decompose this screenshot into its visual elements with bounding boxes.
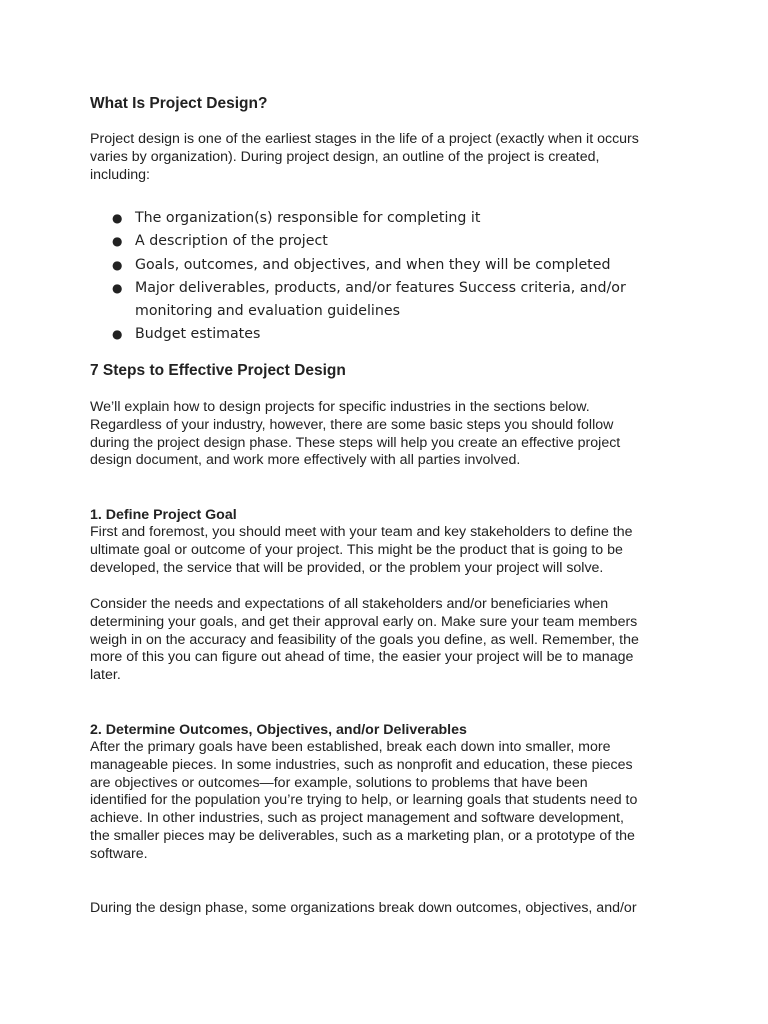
text-line: during the project design phase. These steps will help you create an effective project [90, 434, 621, 451]
step2-paragraph-2 [90, 900, 690, 918]
text-line: design document, and work more effectively with all parties involved. [90, 452, 521, 469]
bullet-icon: ● [112, 280, 123, 295]
text-line: identified for the population you’re trying to help, or learning goals that students need to [90, 792, 638, 809]
text-line: weigh in on the accuracy and feasibility of the goals you define, as well. Remember, the [90, 631, 639, 648]
text-line: Project design is one of the earliest stages in the life of a project (exactly when it occurs [90, 131, 639, 147]
step2-paragraph-1 [90, 739, 690, 864]
list-item-text: The organization(s) responsible for completing it [135, 210, 481, 226]
text-line: Consider the needs and expectations of all stakeholders and/or beneficiaries when [90, 596, 609, 612]
bullet-icon: ● [112, 327, 123, 342]
step-heading-define-project-goal: 1. Define Project Goal [90, 507, 237, 523]
list-item [90, 254, 690, 277]
steps-intro-paragraph [90, 399, 690, 470]
list-item [90, 207, 690, 230]
text-line: Regardless of your industry, however, there are some basic steps you should follow [90, 416, 614, 433]
text-line: ultimate goal or outcome of your project. This might be the product that is going to be [90, 541, 623, 558]
list-item-text: Budget estimates [135, 326, 261, 343]
list-item-text: Goals, outcomes, and objectives, and when they will be completed [135, 256, 611, 273]
step1-paragraph-1 [90, 524, 690, 577]
list-item-text: monitoring and evaluation guidelines [135, 303, 400, 320]
bullet-icon: ● [112, 211, 123, 225]
text-line: First and foremost, you should meet with your team and key stakeholders to define the [90, 524, 633, 540]
text-line: developed, the service that will be provided, or the problem your project will solve. [90, 559, 604, 576]
section-heading-what-is-project-design: What Is Project Design? [90, 95, 268, 112]
text-line: software. [90, 845, 148, 862]
text-line: including: [90, 166, 150, 183]
text-line: the smaller pieces may be deliverables, such as a marketing plan, or a prototype of the [90, 827, 635, 844]
bullet-icon: ● [112, 234, 123, 249]
text-line: determining your goals, and get their approval early on. Make sure your team members [90, 613, 638, 630]
step1-paragraph-2 [90, 596, 690, 685]
step-heading-determine-outcomes: 2. Determine Outcomes, Objectives, and/or Deliverables [90, 722, 467, 738]
intro-paragraph [90, 131, 690, 184]
bullet-icon: ● [112, 257, 123, 272]
text-line: are objectives or outcomes—for example, solutions to problems that have been [90, 774, 588, 791]
list-item [90, 323, 690, 346]
text-line: manageable pieces. In some industries, such as nonprofit and education, these pieces [90, 756, 633, 773]
text-line: After the primary goals have been established, break each down into smaller, more [90, 739, 611, 755]
list-item [90, 277, 690, 324]
list-item-text: A description of the project [135, 233, 328, 250]
text-line: achieve. In other industries, such as project management and software development, [90, 810, 624, 827]
bullet-list [90, 207, 690, 347]
list-item [90, 230, 690, 253]
list-item-text: Major deliverables, products, and/or features Success criteria, and/or [135, 279, 626, 296]
text-line: more of this you can figure out ahead of time, the easier your project will be to manage [90, 649, 634, 666]
text-line: During the design phase, some organizations break down outcomes, objectives, and/or [90, 900, 637, 916]
text-line: varies by organization). During project design, an outline of the project is created, [90, 148, 600, 165]
section-heading-seven-steps: 7 Steps to Effective Project Design [90, 362, 346, 379]
text-line: later. [90, 667, 121, 684]
text-line: We’ll explain how to design projects for specific industries in the sections below. [90, 399, 590, 415]
